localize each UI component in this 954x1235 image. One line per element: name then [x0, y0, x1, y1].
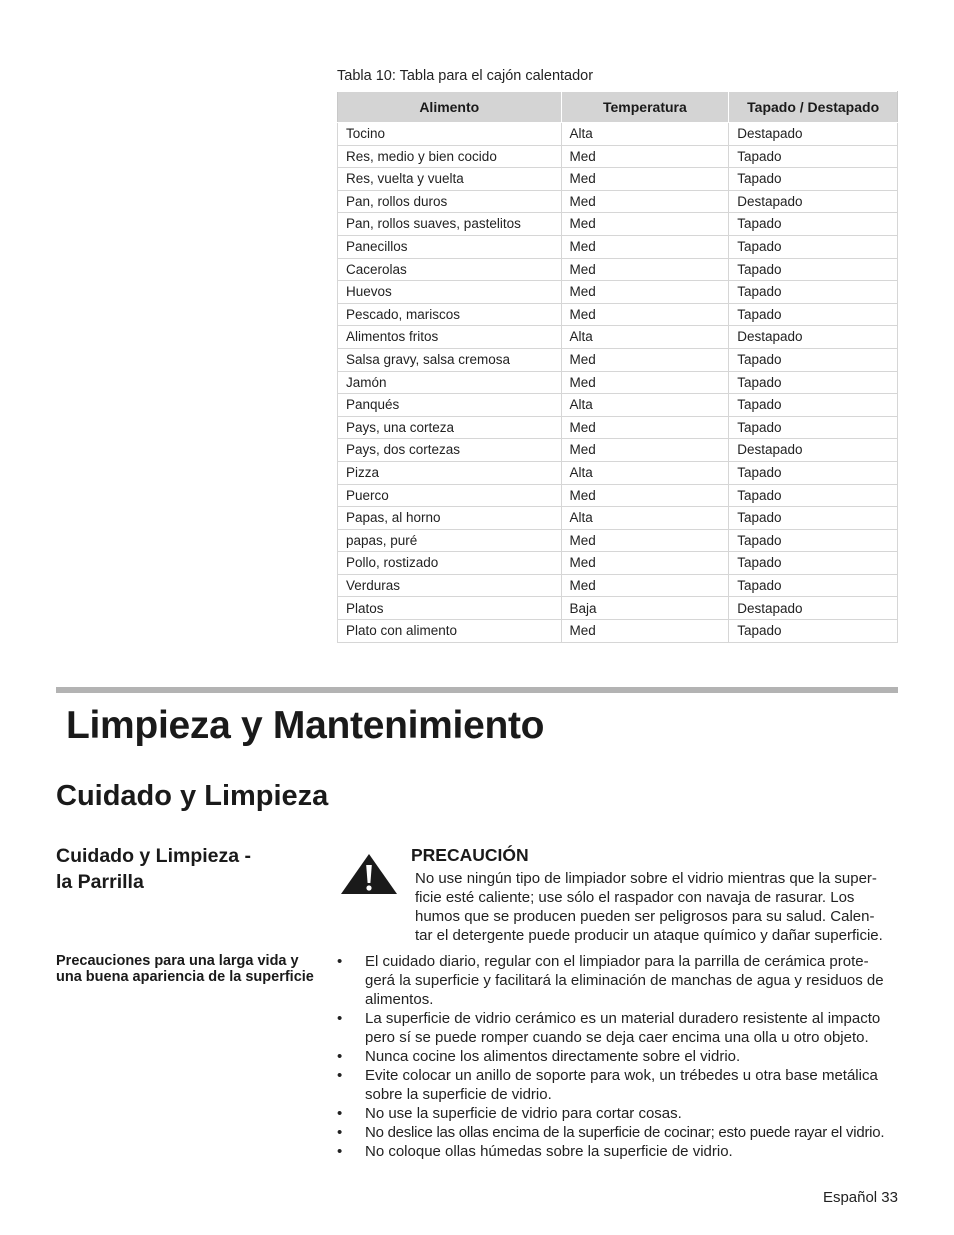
cell-temperatura: Med	[561, 213, 729, 236]
table-body	[338, 123, 898, 643]
caution-text	[415, 869, 905, 945]
subsection-title: Cuidado y Limpieza - la Parrilla	[56, 845, 252, 893]
bullet-icon: •	[337, 1105, 343, 1122]
table-row	[338, 303, 898, 326]
section-divider	[56, 687, 898, 693]
caution-line: humos que se producen pueden ser peligrosos para su salud. Calen-	[415, 908, 875, 925]
table-row	[338, 574, 898, 597]
list-item-text: Nunca cocine los alimentos directamente sobre el vidrio.	[365, 1048, 741, 1065]
cell-temperatura: Med	[561, 145, 729, 168]
caution-line: No use ningún tipo de limpiador sobre el vidrio mientras que la super-	[415, 870, 877, 887]
cell-alimento: Pollo, rostizado	[338, 552, 562, 575]
cell-tapado: Tapado	[729, 281, 898, 304]
header-temperatura: Temperatura	[561, 92, 729, 123]
list-item	[337, 1142, 909, 1161]
list-item	[337, 952, 909, 1009]
cell-alimento: Pan, rollos suaves, pastelitos	[338, 213, 562, 236]
table-row	[338, 620, 898, 643]
cell-alimento: Tocino	[338, 123, 562, 146]
page-number: Español 33	[822, 1189, 898, 1206]
list-item	[337, 1066, 909, 1104]
cell-alimento: Pizza	[338, 461, 562, 484]
list-item-text: El cuidado diario, regular con el limpiador para la parrilla de cerámica prote- gerá la superficie y facilitará la eliminación de manchas de agua y residuos de alimentos.	[365, 953, 884, 1008]
table-row	[338, 123, 898, 146]
precautions-list	[337, 952, 909, 1161]
cell-temperatura: Med	[561, 258, 729, 281]
cell-tapado: Tapado	[729, 507, 898, 530]
cell-tapado: Tapado	[729, 529, 898, 552]
cell-tapado: Tapado	[729, 461, 898, 484]
cell-temperatura: Alta	[561, 326, 729, 349]
cell-tapado: Tapado	[729, 394, 898, 417]
table-row	[338, 484, 898, 507]
cell-tapado: Tapado	[729, 145, 898, 168]
cell-alimento: Jamón	[338, 371, 562, 394]
list-item	[337, 1104, 909, 1123]
section-subtitle: Cuidado y Limpieza	[56, 780, 329, 812]
cell-tapado: Destapado	[729, 326, 898, 349]
cell-alimento: Panqués	[338, 394, 562, 417]
table-row	[338, 258, 898, 281]
bullet-icon: •	[337, 1143, 343, 1160]
list-item-text: Evite colocar un anillo de soporte para wok, un trébedes u otra base metálica sobre la superficie de vidrio.	[365, 1067, 878, 1103]
table-caption: Tabla 10: Tabla para el cajón calentador	[337, 68, 594, 84]
cell-temperatura: Alta	[561, 461, 729, 484]
table-row	[338, 168, 898, 191]
warming-drawer-table	[337, 91, 898, 643]
cell-temperatura: Alta	[561, 394, 729, 417]
cell-temperatura: Med	[561, 529, 729, 552]
cell-alimento: Papas, al horno	[338, 507, 562, 530]
cell-tapado: Destapado	[729, 123, 898, 146]
table-row	[338, 439, 898, 462]
list-item-text: No deslice las ollas encima de la superficie de cocinar; esto puede rayar el vidrio.	[365, 1124, 885, 1141]
cell-tapado: Destapado	[729, 190, 898, 213]
cell-tapado: Destapado	[729, 439, 898, 462]
cell-temperatura: Med	[561, 190, 729, 213]
table-row	[338, 552, 898, 575]
cell-temperatura: Med	[561, 235, 729, 258]
cell-alimento: Res, medio y bien cocido	[338, 145, 562, 168]
cell-alimento: Res, vuelta y vuelta	[338, 168, 562, 191]
bullet-icon: •	[337, 1124, 343, 1141]
cell-temperatura: Med	[561, 574, 729, 597]
cell-temperatura: Med	[561, 303, 729, 326]
table-row	[338, 529, 898, 552]
list-item-text: La superficie de vidrio cerámico es un material duradero resistente al impacto pero sí se puede romper cuando se deja caer encima una olla u otro objeto.	[365, 1010, 881, 1046]
table-row	[338, 394, 898, 417]
caution-line: ficie esté caliente; use sólo el raspador con navaja de rasurar. Los	[415, 889, 855, 906]
table-row	[338, 326, 898, 349]
cell-temperatura: Alta	[561, 123, 729, 146]
header-tapado: Tapado / Destapado	[729, 92, 898, 123]
precautions-heading: Precauciones para una larga vida y una buena apariencia de la superficie	[56, 953, 314, 985]
table-row	[338, 597, 898, 620]
cell-tapado: Tapado	[729, 235, 898, 258]
cell-alimento: Puerco	[338, 484, 562, 507]
cell-temperatura: Med	[561, 484, 729, 507]
cell-tapado: Tapado	[729, 416, 898, 439]
cell-alimento: Pays, una corteza	[338, 416, 562, 439]
cell-alimento: Verduras	[338, 574, 562, 597]
cell-alimento: Panecillos	[338, 235, 562, 258]
warning-triangle-icon	[340, 853, 398, 895]
cell-tapado: Tapado	[729, 303, 898, 326]
list-item-text: No use la superficie de vidrio para cortar cosas.	[365, 1105, 682, 1122]
cell-temperatura: Med	[561, 552, 729, 575]
cell-tapado: Tapado	[729, 258, 898, 281]
cell-tapado: Tapado	[729, 371, 898, 394]
cell-alimento: Salsa gravy, salsa cremosa	[338, 348, 562, 371]
table-row	[338, 371, 898, 394]
list-item-text: No coloque ollas húmedas sobre la superficie de vidrio.	[365, 1143, 733, 1160]
bullet-icon: •	[337, 1048, 343, 1065]
bullet-icon: •	[337, 1067, 343, 1084]
header-alimento: Alimento	[338, 92, 562, 123]
table-row	[338, 213, 898, 236]
cell-tapado: Destapado	[729, 597, 898, 620]
table-row	[338, 461, 898, 484]
cell-alimento: Huevos	[338, 281, 562, 304]
section-title: Limpieza y Mantenimiento	[66, 704, 545, 747]
cell-alimento: papas, puré	[338, 529, 562, 552]
cell-tapado: Tapado	[729, 574, 898, 597]
cell-temperatura: Med	[561, 620, 729, 643]
cell-alimento: Pays, dos cortezas	[338, 439, 562, 462]
list-item	[337, 1047, 909, 1066]
cell-alimento: Pan, rollos duros	[338, 190, 562, 213]
cell-temperatura: Med	[561, 371, 729, 394]
cell-tapado: Tapado	[729, 168, 898, 191]
cell-tapado: Tapado	[729, 484, 898, 507]
cell-temperatura: Alta	[561, 507, 729, 530]
cell-temperatura: Med	[561, 281, 729, 304]
table-row	[338, 281, 898, 304]
cell-temperatura: Med	[561, 439, 729, 462]
list-item	[337, 1009, 909, 1047]
list-item	[337, 1123, 909, 1142]
table-row	[338, 190, 898, 213]
table-header-row	[338, 92, 898, 123]
cell-tapado: Tapado	[729, 213, 898, 236]
caution-line: tar el detergente puede producir un ataque químico y dañar superficie.	[415, 927, 883, 944]
cell-alimento: Plato con alimento	[338, 620, 562, 643]
bullet-icon: •	[337, 953, 343, 970]
table-row	[338, 348, 898, 371]
cell-alimento: Cacerolas	[338, 258, 562, 281]
caution-title: PRECAUCIÓN	[411, 845, 529, 865]
cell-temperatura: Med	[561, 348, 729, 371]
cell-temperatura: Baja	[561, 597, 729, 620]
table-row	[338, 145, 898, 168]
cell-tapado: Tapado	[729, 348, 898, 371]
cell-alimento: Platos	[338, 597, 562, 620]
cell-alimento: Pescado, mariscos	[338, 303, 562, 326]
cell-temperatura: Med	[561, 416, 729, 439]
table-row	[338, 235, 898, 258]
cell-alimento: Alimentos fritos	[338, 326, 562, 349]
cell-tapado: Tapado	[729, 620, 898, 643]
table-row	[338, 507, 898, 530]
bullet-icon: •	[337, 1010, 343, 1027]
table-row	[338, 416, 898, 439]
cell-tapado: Tapado	[729, 552, 898, 575]
cell-temperatura: Med	[561, 168, 729, 191]
